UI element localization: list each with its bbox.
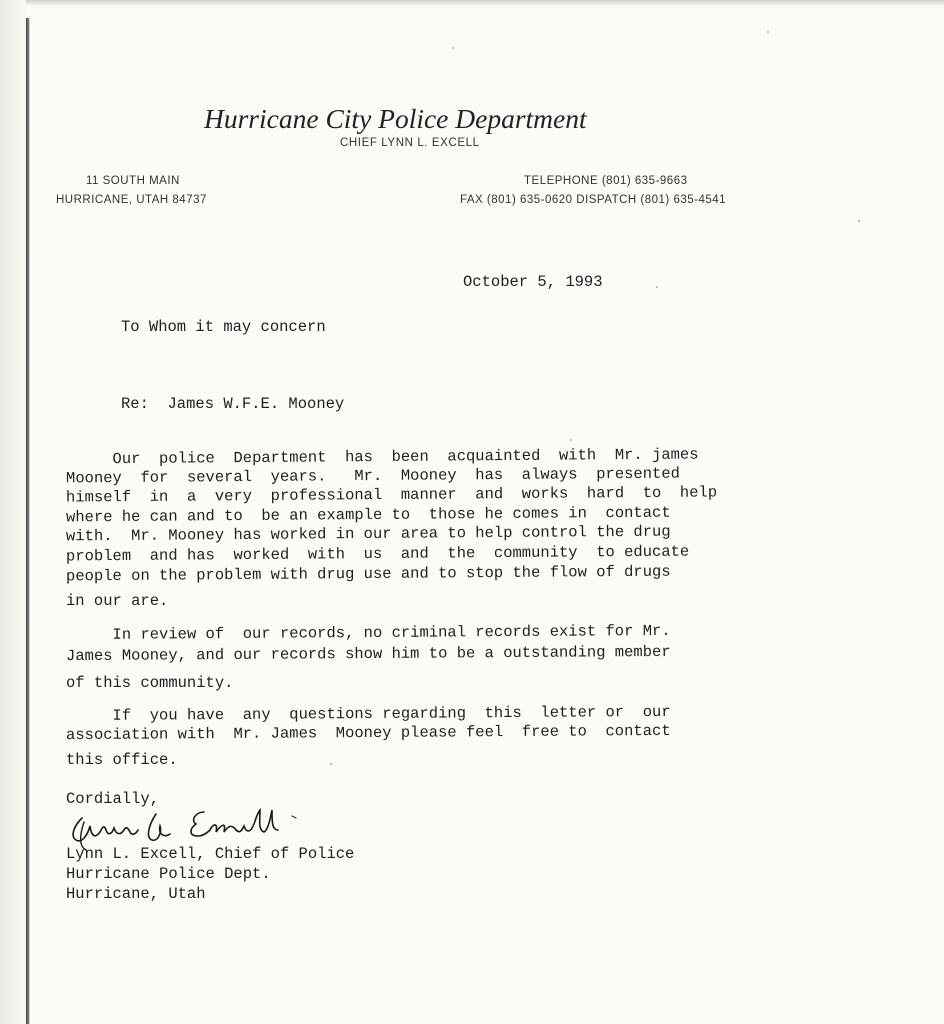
paragraph-1-line: Our police Department has been acquainted with Mr. james	[65, 445, 699, 469]
letter-salutation: To Whom it may concern	[121, 318, 326, 336]
letter-date: October 5, 1993	[463, 273, 603, 291]
paragraph-1-line: problem and has worked with us and the community to educate	[65, 542, 690, 566]
paragraph-3-line: If you have any questions regarding this letter or our	[65, 702, 671, 726]
paragraph-1-line: Mooney for several years. Mr. Mooney has always presented	[65, 464, 680, 488]
scan-left-margin	[0, 0, 26, 1024]
letterhead-address-line2: HURRICANE, UTAH 84737	[56, 194, 207, 206]
paragraph-3-line: association with Mr. James Mooney please feel free to contact	[65, 721, 671, 745]
letterhead-telephone: TELEPHONE (801) 635-9663	[524, 175, 688, 187]
paragraph-2-line: James Mooney, and our records show him to be a outstanding member	[65, 642, 671, 666]
scan-speck	[570, 439, 572, 441]
signer-department: Hurricane Police Dept.	[66, 865, 271, 883]
paragraph-3-line: this office.	[66, 751, 178, 769]
paragraph-1-line: with. Mr. Mooney has worked in our area to help control the drug	[65, 522, 671, 546]
letter-closing: Cordially,	[66, 790, 160, 808]
scan-speck	[767, 31, 769, 33]
scan-speck	[452, 47, 454, 49]
scan-top-edge	[26, 0, 944, 6]
paragraph-1-line: in our are.	[66, 592, 169, 610]
paragraph-1-line: people on the problem with drug use and to stop the flow of drugs	[65, 562, 671, 586]
signer-location: Hurricane, Utah	[66, 885, 206, 903]
letterhead-chief: CHIEF LYNN L. EXCELL	[340, 137, 480, 149]
scan-left-edge	[26, 18, 30, 1024]
paragraph-1-line: himself in a very professional manner and works hard to help	[65, 483, 718, 507]
paragraph-2-line: In review of our records, no criminal records exist for Mr.	[65, 621, 671, 645]
paragraph-1-line: where he can and to be an example to those he comes in contact	[65, 503, 671, 527]
signer-name-title: Lynn L. Excell, Chief of Police	[66, 845, 355, 863]
letterhead-organization: Hurricane City Police Department	[204, 103, 587, 134]
scan-speck	[330, 763, 332, 765]
paragraph-2-line: of this community.	[66, 674, 234, 692]
scan-speck	[858, 220, 860, 222]
scan-speck	[656, 286, 658, 288]
letterhead-address-line1: 11 SOUTH MAIN	[86, 175, 180, 187]
letterhead-fax-dispatch: FAX (801) 635-0620 DISPATCH (801) 635-4541	[460, 194, 727, 206]
letter-re: Re: James W.F.E. Mooney	[121, 395, 345, 413]
